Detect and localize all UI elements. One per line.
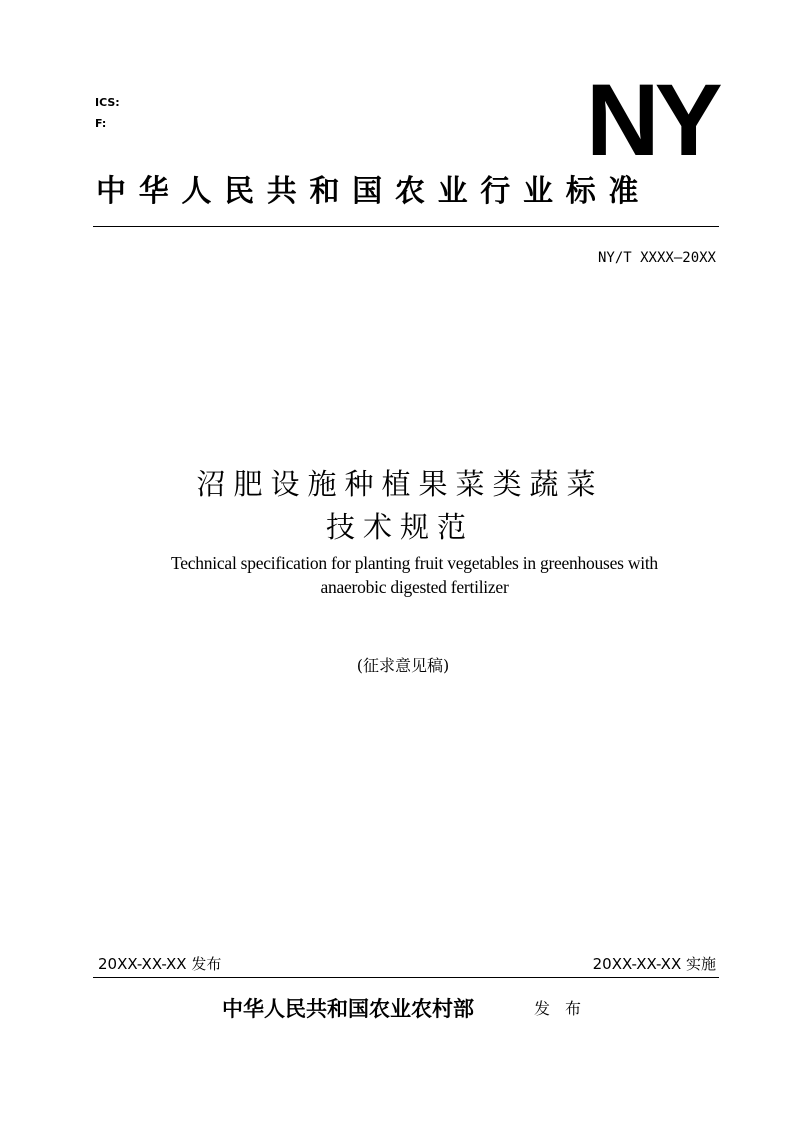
issue-date: 20XX-XX-XX 发布 — [98, 955, 222, 973]
footer-divider — [93, 977, 719, 978]
implementation-date: 20XX-XX-XX 实施 — [592, 955, 716, 973]
document-title-en-line1: Technical specification for planting fruit vegetables in greenhouses with — [171, 553, 658, 573]
publish-label: 发布 — [534, 999, 597, 1018]
draft-status-label: (征求意见稿) — [356, 656, 450, 675]
standard-number: NY/T XXXX—20XX — [597, 250, 716, 266]
standard-category-title: 中华人民共和国农业行业标准 — [96, 174, 652, 209]
ny-logo: NY — [586, 63, 718, 177]
document-title-zh-line2: 技术规范 — [325, 510, 474, 544]
document-title-en-line2: anaerobic digested fertilizer — [320, 577, 509, 597]
ics-label: ICS: — [95, 96, 120, 109]
publisher-name: 中华人民共和国农业农村部 — [222, 996, 474, 1021]
header-divider — [93, 226, 719, 227]
classification-label: F: — [95, 117, 107, 130]
document-title-zh-line1: 沼肥设施种植果菜类蔬菜 — [196, 467, 604, 501]
